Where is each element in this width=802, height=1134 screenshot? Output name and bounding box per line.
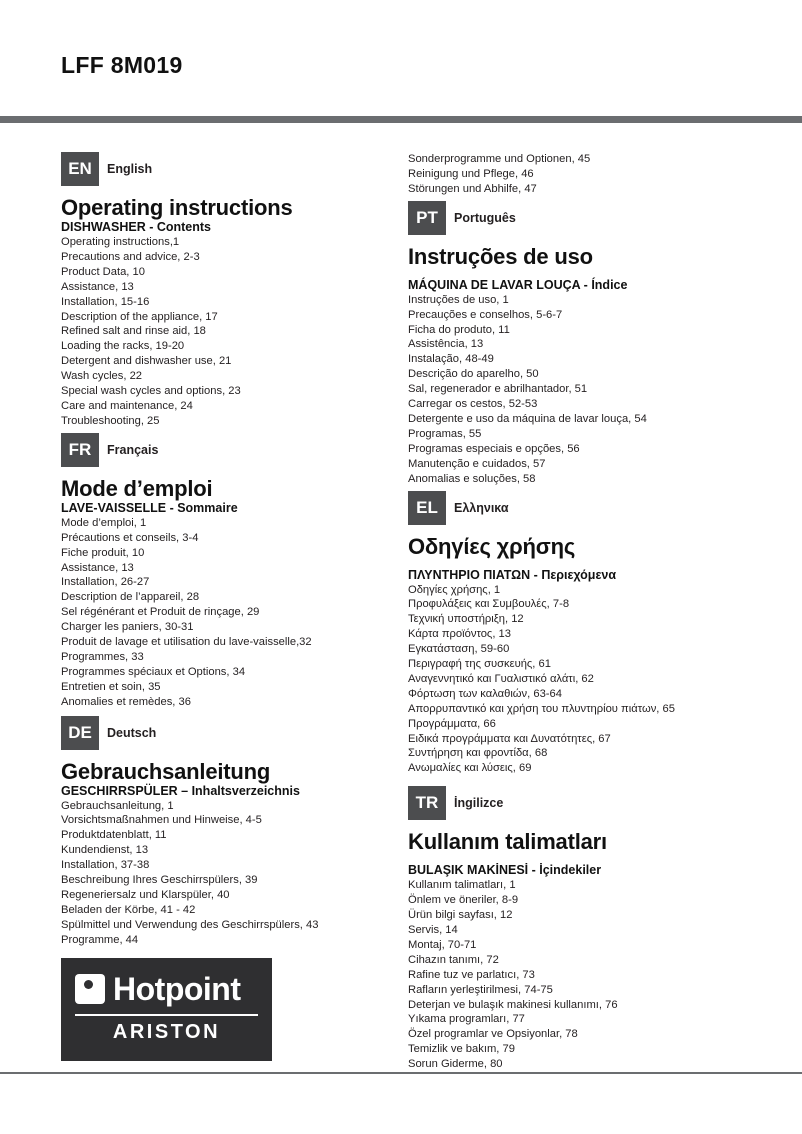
contents-item: Sal, regenerador e abrilhantador, 51 — [408, 383, 588, 396]
contents-item: Carregar os cestos, 52-53 — [408, 398, 538, 411]
contents-item: Sorun Giderme, 80 — [408, 1058, 503, 1071]
left-column — [61, 152, 391, 948]
contents-item: Operating instructions,1 — [61, 236, 180, 248]
contents-item: Beschreibung Ihres Geschirrspülers, 39 — [61, 874, 258, 887]
model-number: LFF 8M019 — [61, 52, 183, 78]
language-header — [408, 786, 798, 820]
contents-item: Installation, 37-38 — [61, 859, 150, 872]
right-column — [408, 152, 798, 1072]
contents-item: Reinigung und Pflege, 46 — [408, 167, 534, 180]
language-name: İngilizce — [454, 796, 504, 811]
contents-item: Ficha do produto, 11 — [408, 323, 510, 336]
contents-item: Vorsichtsmaßnahmen und Hinweise, 4-5 — [61, 814, 262, 827]
contents-item: Συντήρηση και φροντίδα, 68 — [408, 747, 548, 760]
section-title: Mode d’emploi — [61, 475, 213, 501]
contents-item: Αναγεννητικό και Γυαλιστικό αλάτι, 62 — [408, 672, 594, 685]
section-title: Operating instructions — [61, 195, 293, 220]
language-code-badge: DE — [61, 716, 99, 750]
section-subtitle: GESCHIRRSPÜLER – Inhaltsverzeichnis — [61, 783, 300, 798]
contents-item: Sel régénérant et Produit de rinçage, 29 — [61, 606, 260, 619]
section-title: Instruções de uso — [408, 243, 593, 269]
contents-item: Instalação, 48-49 — [408, 353, 494, 366]
contents-item: Special wash cycles and options, 23 — [61, 385, 241, 398]
section-greek — [408, 491, 798, 777]
language-code-badge: FR — [61, 433, 99, 467]
contents-item: Οδηγίες χρήσης, 1 — [408, 583, 501, 596]
contents-item: Entretien et soin, 35 — [61, 680, 161, 693]
hotpoint-mark-icon — [75, 974, 105, 1004]
contents-item: Anomalias e soluções, 58 — [408, 472, 536, 485]
language-code-badge: TR — [408, 786, 446, 820]
language-header — [408, 491, 798, 525]
contents-item: Précautions et conseils, 3-4 — [61, 531, 199, 544]
contents-item: Kundendienst, 13 — [61, 844, 149, 857]
contents-item: Kullanım talimatları, 1 — [408, 879, 516, 892]
language-code-badge: PT — [408, 201, 446, 235]
section-subtitle: MÁQUINA DE LAVAR LOUÇA - Índice — [408, 277, 628, 292]
contents-item: Temizlik ve bakım, 79 — [408, 1043, 515, 1056]
contents-item: Programmes, 33 — [61, 650, 144, 663]
contents-item: Önlem ve öneriler, 8-9 — [408, 894, 519, 907]
contents-item: Wash cycles, 22 — [61, 370, 143, 383]
contents-item: Anomalies et remèdes, 36 — [61, 695, 191, 708]
section-portuguese — [408, 201, 798, 487]
contents-item: Assistance, 13 — [61, 561, 134, 574]
header-divider-bar — [0, 116, 802, 123]
contents-item: Programmes spéciaux et Options, 34 — [61, 665, 246, 678]
language-header — [61, 433, 391, 467]
section-subtitle: LAVE-VAISSELLE - Sommaire — [61, 500, 238, 515]
contents-item: Assistência, 13 — [408, 338, 484, 351]
contents-list — [61, 799, 391, 948]
contents-item: Προγράμματα, 66 — [408, 717, 496, 730]
contents-item: Cihazın tanımı, 72 — [408, 953, 499, 966]
contents-item: Charger les paniers, 30-31 — [61, 621, 194, 634]
contents-item: Ürün bilgi sayfası, 12 — [408, 909, 513, 922]
contents-item: Özel programlar ve Opsiyonlar, 78 — [408, 1028, 578, 1041]
contents-item: Programme, 44 — [61, 933, 139, 946]
contents-item: Programas, 55 — [408, 427, 482, 440]
contents-item: Προφυλάξεις και Συμβουλές, 7-8 — [408, 598, 570, 611]
contents-item: Εγκατάσταση, 59-60 — [408, 643, 510, 656]
contents-item: Manutenção e cuidados, 57 — [408, 457, 546, 470]
contents-item: Description of the appliance, 17 — [61, 310, 218, 323]
contents-item: Ειδικά προγράμματα και Δυνατότητες, 67 — [408, 732, 611, 745]
language-name: Français — [107, 442, 159, 457]
contents-item: Rafların yerleştirilmesi, 74-75 — [408, 983, 553, 996]
section-title: Kullanım talimatları — [408, 829, 607, 855]
language-header — [61, 716, 391, 750]
language-code-badge: EL — [408, 491, 446, 525]
hotpoint-ariston-logo — [61, 958, 272, 1061]
language-name: Deutsch — [107, 725, 157, 740]
contents-item: Precautions and advice, 2-3 — [61, 250, 200, 263]
contents-item: Mode d’emploi, 1 — [61, 516, 147, 529]
language-name: Ελληνικα — [454, 500, 509, 515]
contents-item: Description de l’appareil, 28 — [61, 591, 200, 604]
contents-item: Installation, 15-16 — [61, 295, 150, 308]
contents-item: Beladen der Körbe, 41 - 42 — [61, 903, 196, 916]
contents-item: Instruções de uso, 1 — [408, 293, 509, 306]
contents-item: Περιγραφή της συσκευής, 61 — [408, 658, 551, 671]
contents-item: Loading the racks, 19-20 — [61, 340, 185, 353]
contents-item: Τεχνική υποστήριξη, 12 — [408, 613, 524, 626]
contents-item: Yıkama programları, 77 — [408, 1013, 525, 1026]
section-english — [61, 152, 391, 429]
contents-item: Assistance, 13 — [61, 280, 134, 293]
section-subtitle: DISHWASHER - Contents — [61, 220, 211, 234]
section-german — [61, 716, 391, 948]
section-subtitle: ΠΛΥΝΤΗΡΙΟ ΠΙΑΤΩΝ - Περιεχόμενα — [408, 567, 617, 582]
language-code-badge: EN — [61, 152, 99, 186]
contents-item: Deterjan ve bulaşık makinesi kullanımı, 76 — [408, 998, 618, 1011]
contents-item: Troubleshooting, 25 — [61, 414, 160, 427]
contents-item: Ανωμαλίες και λύσεις, 69 — [408, 762, 532, 775]
contents-item: Care and maintenance, 24 — [61, 399, 193, 412]
contents-list — [408, 583, 798, 777]
section-title: Gebrauchsanleitung — [61, 758, 271, 784]
contents-item: Fiche produit, 10 — [61, 546, 145, 559]
contents-item: Regeneriersalz und Klarspüler, 40 — [61, 889, 230, 901]
contents-item: Rafine tuz ve parlatıcı, 73 — [408, 968, 535, 981]
contents-item: Produit de lavage et utilisation du lave-vaisselle,32 — [61, 636, 312, 649]
contents-item: Spülmittel und Verwendung des Geschirrspülers, 43 — [61, 918, 319, 931]
contents-list — [408, 293, 798, 487]
contents-item: Refined salt and rinse aid, 18 — [61, 325, 206, 338]
contents-item: Φόρτωση των καλαθιών, 63-64 — [408, 687, 562, 700]
contents-list — [408, 878, 798, 1072]
language-header — [408, 201, 798, 235]
contents-item: Gebrauchsanleitung, 1 — [61, 799, 174, 812]
brand-subname: ARISTON — [112, 1021, 221, 1043]
contents-item: Montaj, 70-71 — [408, 938, 477, 951]
contents-list-continued — [408, 152, 798, 197]
footer-divider — [0, 1072, 802, 1074]
language-name: English — [107, 162, 153, 176]
contents-item: Programas especiais e opções, 56 — [408, 442, 580, 455]
contents-item: Product Data, 10 — [61, 265, 145, 278]
contents-list — [61, 516, 391, 710]
contents-item: Servis, 14 — [408, 924, 458, 936]
section-french — [61, 433, 391, 710]
language-name: Português — [454, 210, 516, 225]
section-title: Οδηγίες χρήσης — [408, 533, 576, 559]
contents-item: Απορρυπαντικό και χρήση του πλυντηρίου πιάτων, 65 — [408, 702, 675, 715]
language-header — [61, 152, 391, 186]
contents-item: Störungen und Abhilfe, 47 — [408, 182, 537, 195]
contents-item: Installation, 26-27 — [61, 576, 150, 589]
contents-item: Sonderprogramme und Optionen, 45 — [408, 153, 591, 165]
logo-divider — [75, 1014, 258, 1016]
contents-item: Κάρτα προϊόντος, 13 — [408, 628, 511, 641]
contents-item: Descrição do aparelho, 50 — [408, 368, 539, 381]
contents-item: Detergente e uso da máquina de lavar louça, 54 — [408, 412, 647, 425]
contents-item: Precauções e conselhos, 5-6-7 — [408, 308, 563, 321]
section-turkish — [408, 786, 798, 1072]
contents-item: Produktdatenblatt, 11 — [61, 829, 167, 842]
contents-list — [61, 235, 391, 429]
section-subtitle: BULAŞIK MAKİNESİ - İçindekiler — [408, 863, 602, 878]
brand-name: Hotpoint — [113, 971, 241, 1007]
contents-item: Detergent and dishwasher use, 21 — [61, 355, 232, 368]
